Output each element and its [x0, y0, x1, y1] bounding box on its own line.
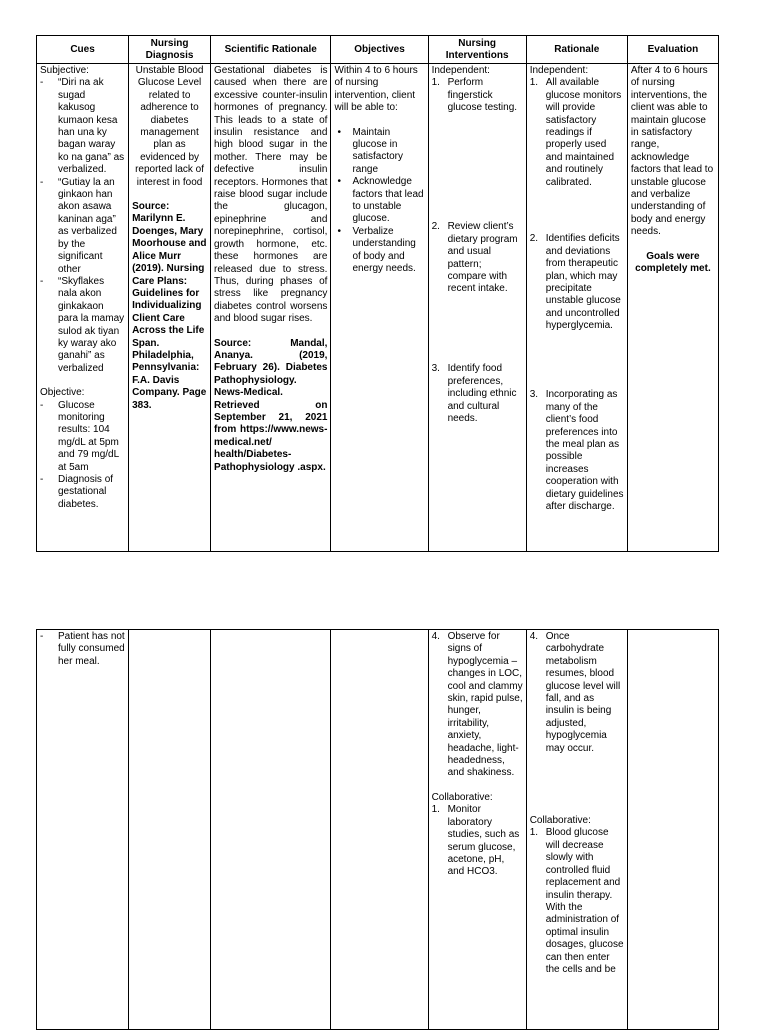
- subjective-cues-list: [40, 77, 125, 375]
- objective-label: Objective:: [40, 387, 85, 399]
- rationale-cell: [526, 64, 627, 552]
- item-number: 1.: [529, 827, 539, 839]
- evaluation-cell: [627, 64, 718, 552]
- item-text: Monitor laboratory studies, such as serum glucose, acetone, pH, and HCO3.: [447, 804, 520, 878]
- header-nursing-diagnosis: Nursing Diagnosis: [129, 36, 211, 64]
- objectives-list: [334, 127, 424, 276]
- item-number: 2.: [529, 233, 539, 245]
- item-number: 1.: [431, 804, 440, 816]
- header-evaluation: Evaluation: [627, 36, 718, 64]
- rationale-collaborative-label: Collaborative:: [529, 815, 591, 827]
- item-text: Observe for signs of hypoglycemia – changes in LOC, cool and clammy skin, rapid pulse, hunger, irritability, anxiety, headache, light-headedness, and shakiness.: [447, 631, 523, 779]
- table-row: [37, 64, 719, 552]
- rationale-item: [530, 631, 624, 755]
- nursing-interventions-cell: [428, 64, 526, 552]
- header-scientific-rationale: Scientific Rationale: [211, 36, 331, 64]
- intervention-item: [432, 631, 523, 780]
- item-text: Identifies deficits and deviations from therapeutic plan, which may precipitate unstable glucose and uncontrolled hyperglycemia.: [545, 233, 621, 332]
- item-number: 2.: [431, 221, 440, 233]
- item-number: 3.: [431, 363, 440, 375]
- cues-cell: [37, 64, 129, 552]
- interventions-collaborative-label: Collaborative:: [431, 791, 493, 803]
- intervention-item: [432, 77, 523, 221]
- subjective-label: Subjective:: [40, 65, 89, 76]
- item-number: 1.: [529, 77, 539, 89]
- item-text: All available glucose monitors will provide satisfactory readings if properly used and maintained and routinely calibrated.: [545, 77, 622, 188]
- rationale-item: [530, 827, 624, 976]
- evaluation-cell: [627, 630, 718, 1030]
- header-rationale: Rationale: [526, 36, 627, 64]
- list-item: - “Gutiay la an ginkaon han akon asawa kaninan aga” as verbalized by the significant other: [40, 177, 125, 276]
- cues-cell: [37, 630, 129, 1030]
- objectives-intro: Within 4 to 6 hours of nursing intervention, client will be able to:: [334, 65, 418, 114]
- scientific-rationale-cell: [211, 630, 331, 1030]
- item-number: 3.: [529, 389, 539, 401]
- nursing-diagnosis-cell: [129, 630, 211, 1030]
- objectives-cell: [331, 630, 428, 1030]
- rationale-cell: [526, 630, 627, 1030]
- rationale-independent-label: Independent:: [529, 65, 589, 76]
- item-number: 4.: [529, 631, 539, 642]
- scientific-rationale-text: Gestational diabetes is caused when there are excessive counter-insulin hormones of pregnancy. This leads to a state of insulin resistance and high blood sugar in the mother. There may be defective insulin receptors. Hormones that raise blood sugar include the glucagon, epinephrine and norepinephrine, cortisol, growth hormone, etc. these hormones are released due to stress. Thus, during phases of stress like pregnancy diabetes control worsens and blood sugar rises.: [214, 65, 328, 325]
- intervention-item: [432, 363, 523, 425]
- diagnosis-source: Source: Marilynn E. Doenges, Mary Moorhouse and Alice Murr (2019). Nursing Care Plans: Guidelines for Individualizing Client Care Across the Life Span. Philadelphia, Pennsylvania: F.A. Davis Company. Page 383.: [132, 201, 207, 411]
- list-item: - Diagnosis of gestational diabetes.: [40, 474, 125, 511]
- scientific-rationale-cell: [211, 64, 331, 552]
- subjective-cues-list: [40, 631, 125, 668]
- interventions-independent-label: Independent:: [431, 65, 490, 76]
- intervention-item: [432, 804, 523, 878]
- header-cues: Cues: [37, 36, 129, 64]
- item-text: Once carbohydrate metabolism resumes, blood glucose level will fall, and as insulin is being adjusted, hypoglycemia may occur.: [545, 631, 621, 754]
- list-item: - “Skyflakes nala akon ginkakaon para la mamay sulod ak tiyan ky waray ako ganahi” as verbalized: [40, 276, 125, 375]
- header-nursing-interventions: Nursing Interventions: [428, 36, 526, 64]
- list-item: • Maintain glucose in satisfactory range: [334, 127, 424, 177]
- table-header-row: [37, 36, 719, 64]
- evaluation-text: After 4 to 6 hours of nursing interventions, the client was able to maintain glucose in satisfactory range, acknowledge factors that lead to unstable glucose and verbalize understanding of body and energy needs.: [630, 65, 714, 238]
- list-item: • Acknowledge factors that lead to unstable glucose.: [334, 176, 424, 226]
- intervention-item: [432, 221, 523, 363]
- item-text: Identify food preferences, including ethnic and cultural needs.: [447, 363, 517, 425]
- table-row: [37, 630, 719, 1030]
- list-item: - “Diri na ak sugad kakusog kumaon kesa han una ky bagan waray ko na gana” as verbalized.: [40, 77, 125, 176]
- item-text: Incorporating as many of the client’s food preferences into the meal plan as possible increases cooperation with dietary guidelines after discharge.: [545, 389, 624, 513]
- scientific-rationale-source: Source: Mandal, Ananya. (2019, February 26). Diabetes Pathophysiology. News-Medical. Retrieved on September 21, 2021 from https://www.news-medical.net/ health/Diabetes-Pathophysiology .aspx.: [214, 337, 328, 473]
- list-item: - Glucose monitoring results: 104 mg/dL at 5pm and 79 mg/dL at 5am: [40, 400, 125, 474]
- item-text: Review client’s dietary program and usual pattern; compare with recent intake.: [447, 221, 518, 295]
- objectives-cell: [331, 64, 428, 552]
- item-number: 1.: [431, 77, 440, 89]
- nursing-diagnosis-cell: [129, 64, 211, 552]
- evaluation-conclusion: Goals were completely met.: [635, 250, 711, 275]
- list-item: • Verbalize understanding of body and energy needs.: [334, 226, 424, 276]
- rationale-item: [530, 77, 624, 233]
- objective-cues-list: [40, 400, 125, 512]
- nursing-care-plan-table-continued: [36, 629, 719, 1030]
- nursing-interventions-cell: [428, 630, 526, 1030]
- list-item: - Patient has not fully consumed her meal.: [40, 631, 125, 668]
- header-objectives: Objectives: [331, 36, 428, 64]
- item-text: Blood glucose will decrease slowly with controlled fluid replacement and insulin therapy. With the administration of optimal insulin dosages, glucose can then enter the cells and be: [545, 827, 624, 975]
- nursing-care-plan-table: [36, 35, 719, 552]
- item-text: Perform fingerstick glucose testing.: [447, 77, 518, 114]
- diagnosis-text: Unstable Blood Glucose Level related to adherence to diabetes management plan as evidenced by reported lack of interest in food: [135, 65, 205, 188]
- rationale-item: [530, 233, 624, 389]
- item-number: 4.: [431, 631, 440, 642]
- rationale-item: [530, 389, 624, 513]
